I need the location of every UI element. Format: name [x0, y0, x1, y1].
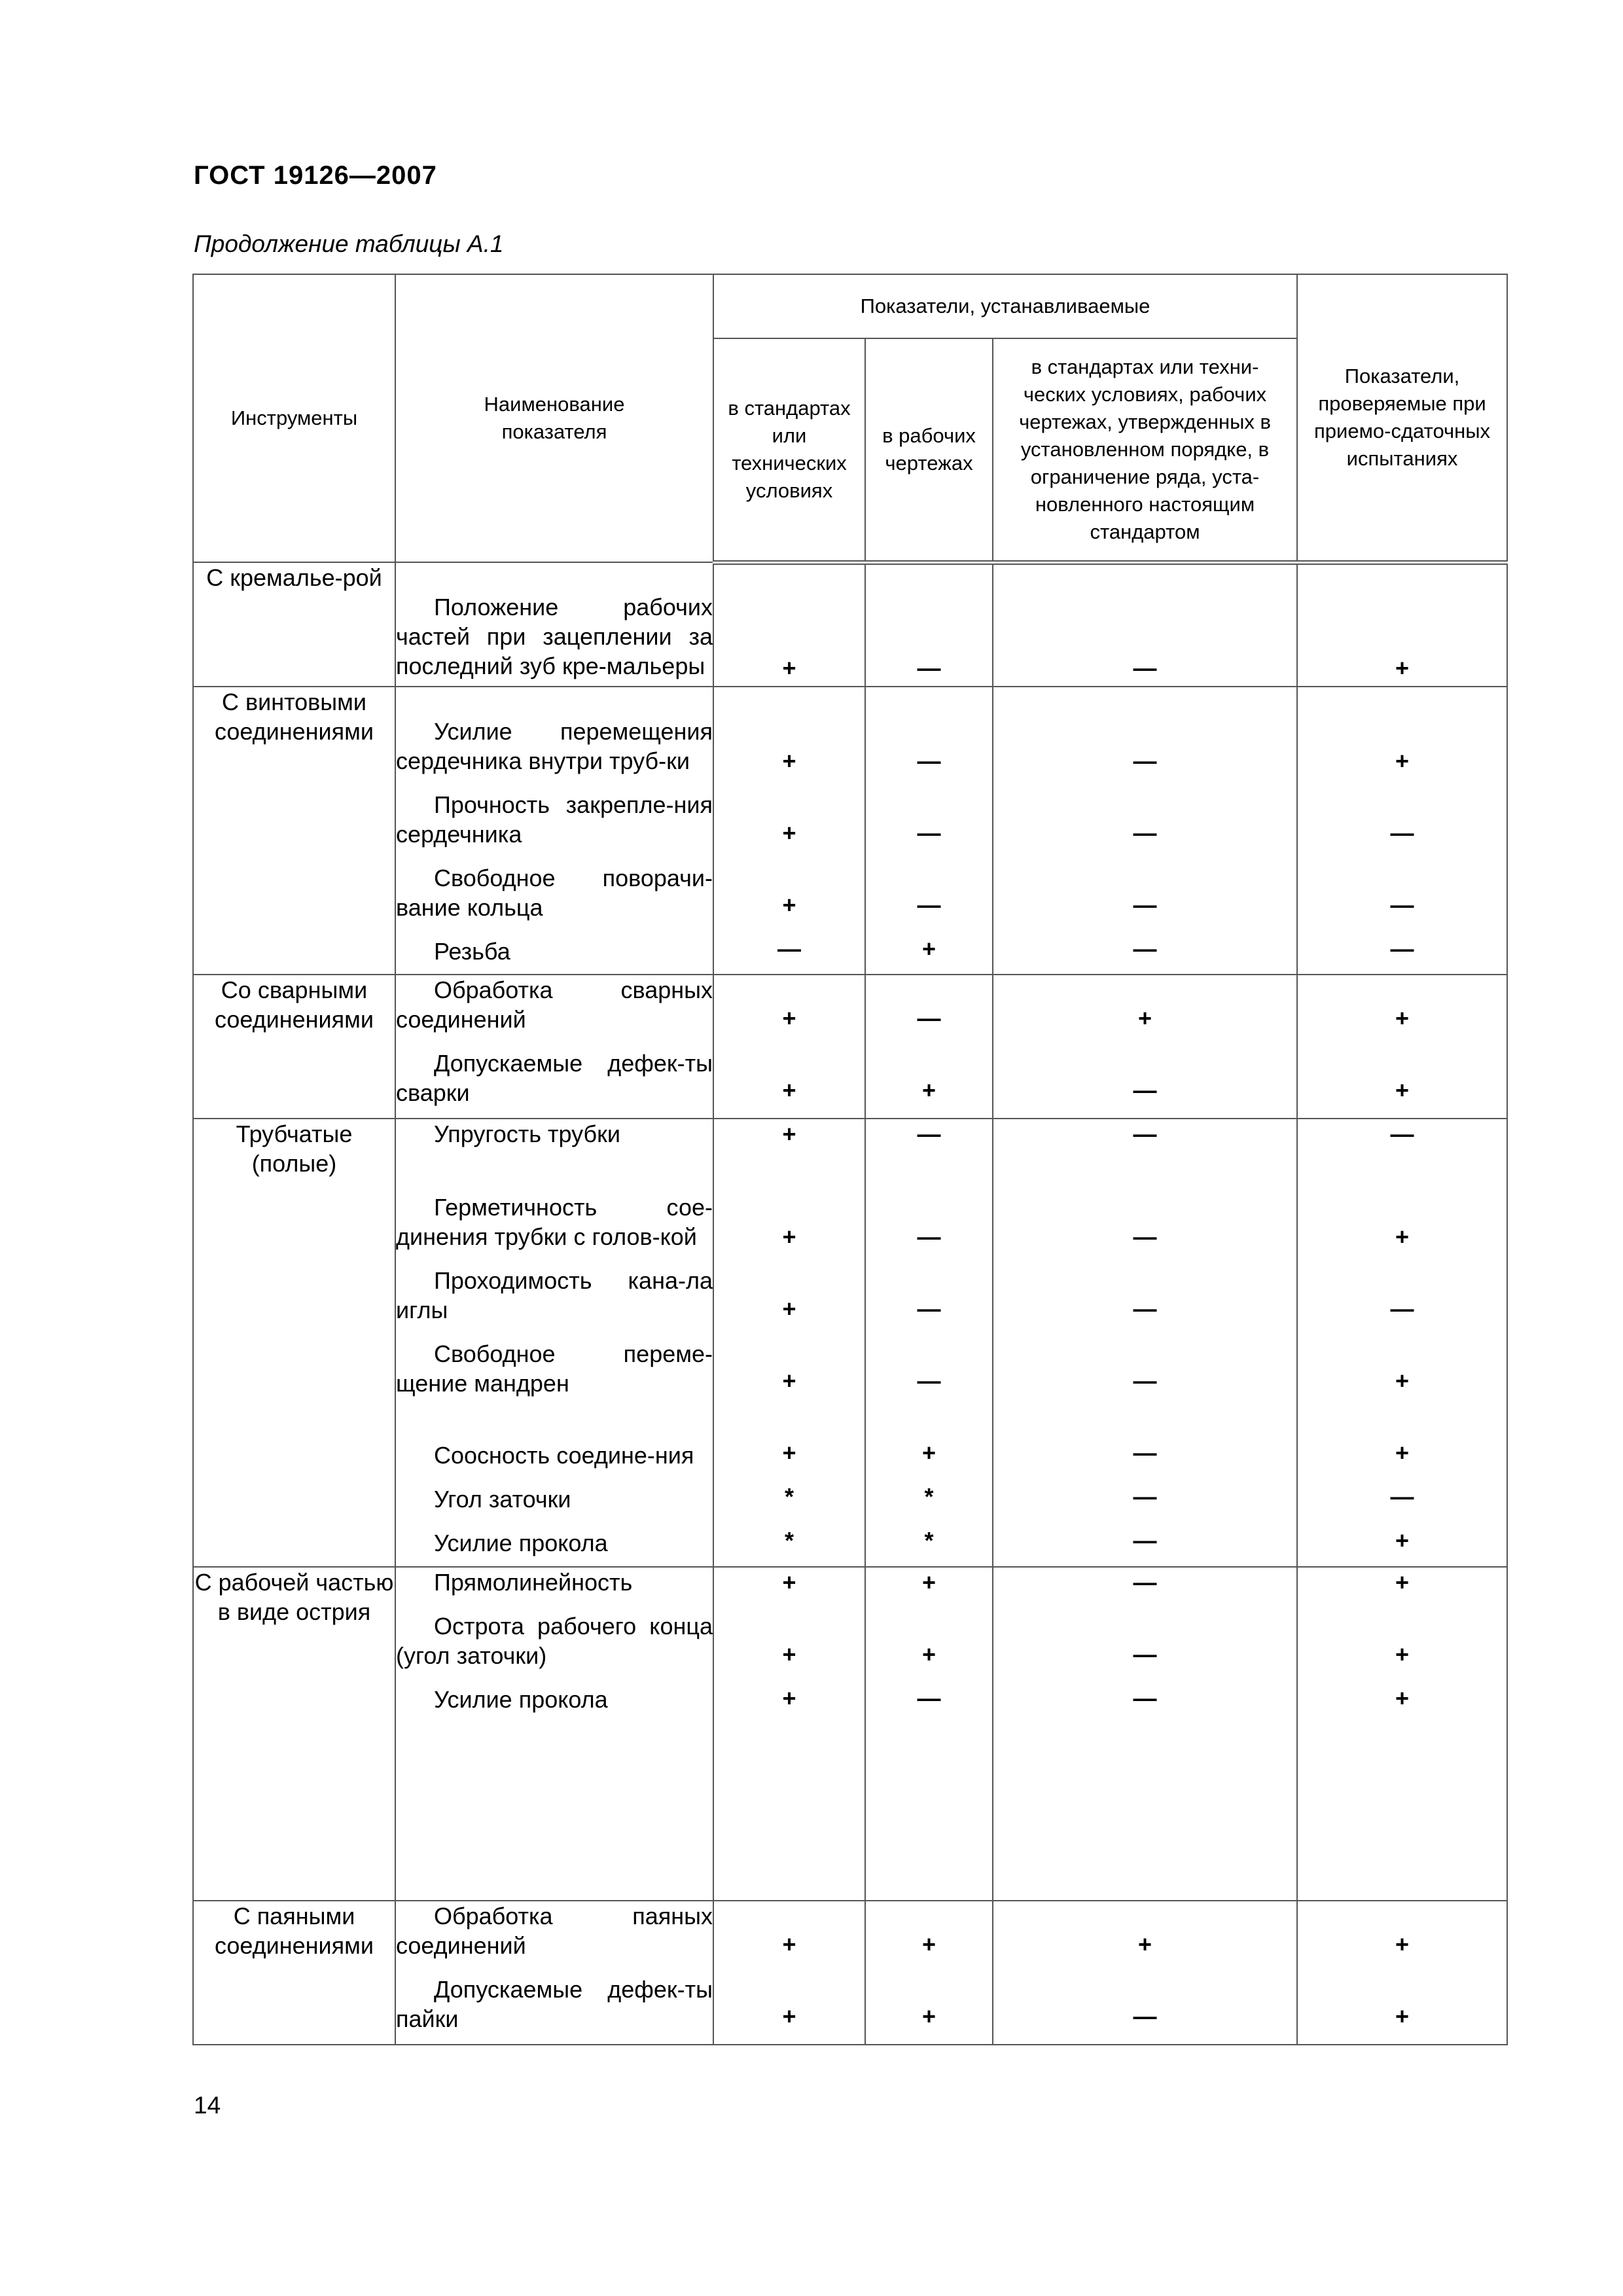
table-body	[193, 562, 1507, 2045]
mark-std: +	[782, 747, 796, 774]
indicator-item	[396, 1266, 713, 1325]
mark-std: —	[777, 935, 801, 962]
mark-cell-restricted	[993, 1901, 1297, 2045]
mark-std: +	[782, 891, 796, 918]
mark-cell-restricted	[993, 1119, 1297, 1567]
mark-acceptance: —	[1390, 1295, 1414, 1322]
header-group-established: Показатели, устанавливаемые	[713, 274, 1297, 338]
indicator-item	[396, 1568, 713, 1597]
mark-std: +	[782, 2003, 796, 2030]
mark-cell-restricted	[993, 687, 1297, 975]
mark-restricted: —	[1133, 747, 1157, 774]
indicator-item	[396, 975, 713, 1034]
mark-cell-std	[713, 1567, 865, 1901]
indicator-name: Допускаемые дефек-ты сварки	[396, 1050, 713, 1106]
header-working-drawings: в рабочих чертежах	[865, 338, 993, 562]
indicator-item	[396, 1528, 713, 1558]
indicator-name: Усилие перемещения сердечника внутри труб-ки	[396, 718, 713, 774]
indicator-item	[396, 1975, 713, 2034]
page-number: 14	[194, 2092, 221, 2119]
mark-cell-acceptance	[1297, 687, 1507, 975]
indicator-item	[396, 937, 713, 966]
mark-acceptance: +	[1395, 1685, 1410, 1712]
mark-cell-acceptance	[1297, 1119, 1507, 1567]
mark-acceptance: +	[1395, 1641, 1410, 1668]
indicator-name: Обработка паяных соединений	[396, 1903, 713, 1959]
mark-acceptance: +	[1395, 747, 1410, 774]
indicators-table	[192, 274, 1508, 2045]
mark-drawings: +	[921, 1077, 936, 1103]
mark-restricted: —	[1133, 1367, 1157, 1394]
indicator-item	[396, 1484, 713, 1514]
document-code: ГОСТ 19126—2007	[194, 161, 437, 190]
mark-std: +	[782, 1295, 796, 1322]
indicator-names-cell	[395, 1901, 713, 2045]
mark-std: +	[782, 1685, 796, 1712]
mark-cell-acceptance	[1297, 1567, 1507, 1901]
mark-drawings: +	[921, 1439, 936, 1466]
indicator-name: Соосность соедине-ния	[434, 1442, 694, 1469]
indicator-name: Герметичность сое-динения трубки с голов-кой	[396, 1194, 713, 1250]
mark-cell-std	[713, 562, 865, 687]
header-restricted-range: в стандартах или техни-ческих условиях, рабочих чертежах, утвержденных в установленном порядке, в ограничение ряда, уста-новленного настоящим стандартом	[993, 338, 1297, 562]
mark-acceptance: +	[1395, 1223, 1410, 1250]
indicator-item	[396, 1611, 713, 1670]
mark-acceptance: +	[1395, 1569, 1410, 1596]
mark-cell-drawings	[865, 975, 993, 1119]
header-acceptance-tests: Показатели, проверяемые при приемо-сдаточных испытаниях	[1297, 274, 1507, 562]
indicator-names-cell	[395, 1567, 713, 1901]
mark-acceptance: —	[1390, 891, 1414, 918]
header-indicator-name: Наименование показателя	[395, 274, 713, 562]
mark-acceptance: —	[1390, 1483, 1414, 1510]
mark-std: +	[782, 1569, 796, 1596]
mark-std: +	[782, 1439, 796, 1466]
mark-acceptance: +	[1395, 1367, 1410, 1394]
indicator-name: Свободное переме-щение мандрен	[396, 1340, 713, 1397]
mark-acceptance: —	[1390, 935, 1414, 962]
indicator-name: Свободное поворачи-вание кольца	[396, 865, 713, 921]
mark-restricted: +	[1138, 1931, 1152, 1958]
indicator-name: Допускаемые дефек-ты пайки	[396, 1976, 713, 2032]
mark-restricted: +	[1138, 1005, 1152, 1031]
mark-restricted: —	[1133, 1439, 1157, 1466]
mark-restricted: —	[1133, 935, 1157, 962]
indicator-name: Усилие прокола	[434, 1686, 608, 1713]
mark-std: +	[782, 1121, 796, 1147]
mark-std: +	[782, 819, 796, 846]
mark-acceptance: +	[1395, 1439, 1410, 1466]
indicator-names-cell	[395, 562, 713, 687]
mark-drawings: —	[917, 819, 941, 846]
tool-cell: С кремалье-рой	[193, 562, 395, 687]
indicator-name: Резьба	[434, 938, 510, 965]
mark-restricted: —	[1133, 1223, 1157, 1250]
mark-drawings: —	[917, 654, 941, 681]
tool-cell: С паяными соединениями	[193, 1901, 395, 2045]
mark-acceptance: +	[1395, 1005, 1410, 1031]
tool-cell: С рабочей частью в виде острия	[193, 1567, 395, 1901]
indicator-name: Обработка сварных соединений	[396, 977, 713, 1033]
mark-acceptance: +	[1395, 1931, 1410, 1958]
mark-cell-restricted	[993, 1567, 1297, 1901]
mark-drawings: +	[921, 935, 936, 962]
mark-restricted: —	[1133, 1121, 1157, 1147]
mark-cell-drawings	[865, 1901, 993, 2045]
mark-std: +	[782, 654, 796, 681]
mark-cell-restricted	[993, 975, 1297, 1119]
mark-drawings: +	[921, 1641, 936, 1668]
mark-std: *	[784, 1527, 794, 1554]
mark-drawings: —	[917, 891, 941, 918]
mark-drawings: *	[924, 1527, 934, 1554]
mark-restricted: —	[1133, 1483, 1157, 1510]
mark-std: +	[782, 1005, 796, 1031]
indicator-item	[396, 1412, 713, 1470]
mark-drawings: —	[917, 1121, 941, 1147]
mark-cell-drawings	[865, 1567, 993, 1901]
mark-acceptance: +	[1395, 1527, 1410, 1554]
header-instruments: Инструменты	[193, 274, 395, 562]
header-standards: в стандартах или технических условиях	[713, 338, 865, 562]
mark-cell-acceptance	[1297, 562, 1507, 687]
mark-cell-std	[713, 1901, 865, 2045]
mark-cell-drawings	[865, 1119, 993, 1567]
mark-cell-std	[713, 687, 865, 975]
indicator-names-cell	[395, 1119, 713, 1567]
mark-acceptance: +	[1395, 1077, 1410, 1103]
mark-cell-acceptance	[1297, 975, 1507, 1119]
mark-restricted: —	[1133, 1685, 1157, 1712]
indicator-names-cell	[395, 687, 713, 975]
indicator-item	[396, 1685, 713, 1714]
mark-restricted: —	[1133, 1295, 1157, 1322]
mark-std: +	[782, 1641, 796, 1668]
table-row	[193, 1901, 1507, 2045]
indicator-item	[396, 1163, 713, 1251]
mark-acceptance: +	[1395, 2003, 1410, 2030]
mark-cell-std	[713, 975, 865, 1119]
mark-drawings: —	[917, 1005, 941, 1031]
indicator-name: Упругость трубки	[434, 1121, 620, 1147]
table-row	[193, 975, 1507, 1119]
mark-acceptance: +	[1395, 654, 1410, 681]
mark-drawings: *	[924, 1483, 934, 1510]
mark-std: +	[782, 1223, 796, 1250]
mark-cell-restricted	[993, 562, 1297, 687]
mark-drawings: —	[917, 1295, 941, 1322]
indicator-item	[396, 687, 713, 776]
indicator-item	[396, 1119, 713, 1149]
indicator-item	[396, 563, 713, 681]
mark-cell-acceptance	[1297, 1901, 1507, 2045]
mark-cell-std	[713, 1119, 865, 1567]
mark-acceptance: —	[1390, 1121, 1414, 1147]
indicator-name: Острота рабочего конца (угол заточки)	[396, 1613, 713, 1669]
indicator-names-cell	[395, 975, 713, 1119]
indicator-item	[396, 1339, 713, 1398]
table-row	[193, 687, 1507, 975]
table-row	[193, 562, 1507, 687]
mark-drawings: +	[921, 1931, 936, 1958]
mark-std: +	[782, 1931, 796, 1958]
tool-cell: Со сварными соединениями	[193, 975, 395, 1119]
mark-restricted: —	[1133, 1641, 1157, 1668]
mark-std: +	[782, 1367, 796, 1394]
indicator-item	[396, 863, 713, 922]
indicator-name: Угол заточки	[434, 1486, 571, 1513]
mark-drawings: —	[917, 1223, 941, 1250]
indicator-item	[396, 790, 713, 849]
mark-drawings: +	[921, 2003, 936, 2030]
mark-restricted: —	[1133, 819, 1157, 846]
table-caption: Продолжение таблицы А.1	[194, 230, 504, 257]
mark-drawings: —	[917, 747, 941, 774]
mark-std: *	[784, 1483, 794, 1510]
table-row	[193, 1119, 1507, 1567]
mark-restricted: —	[1133, 654, 1157, 681]
mark-drawings: +	[921, 1569, 936, 1596]
mark-restricted: —	[1133, 2003, 1157, 2030]
mark-cell-drawings	[865, 562, 993, 687]
indicator-name: Положение рабочих частей при зацеплении за последний зуб кре-мальеры	[396, 594, 713, 679]
mark-restricted: —	[1133, 891, 1157, 918]
indicator-name: Прямолинейность	[434, 1569, 633, 1596]
mark-restricted: —	[1133, 1527, 1157, 1554]
mark-drawings: —	[917, 1685, 941, 1712]
indicator-name: Усилие прокола	[434, 1530, 608, 1556]
indicator-item	[396, 1901, 713, 1960]
indicator-name: Прочность закрепле-ния сердечника	[396, 791, 713, 848]
indicator-name: Проходимость кана-ла иглы	[396, 1267, 713, 1323]
mark-restricted: —	[1133, 1569, 1157, 1596]
tool-cell: Трубчатые (полые)	[193, 1119, 395, 1567]
mark-acceptance: —	[1390, 819, 1414, 846]
table-row	[193, 1567, 1507, 1901]
indicator-item	[396, 1049, 713, 1107]
mark-std: +	[782, 1077, 796, 1103]
mark-drawings: —	[917, 1367, 941, 1394]
mark-cell-drawings	[865, 687, 993, 975]
mark-restricted: —	[1133, 1077, 1157, 1103]
tool-cell: С винтовыми соединениями	[193, 687, 395, 975]
